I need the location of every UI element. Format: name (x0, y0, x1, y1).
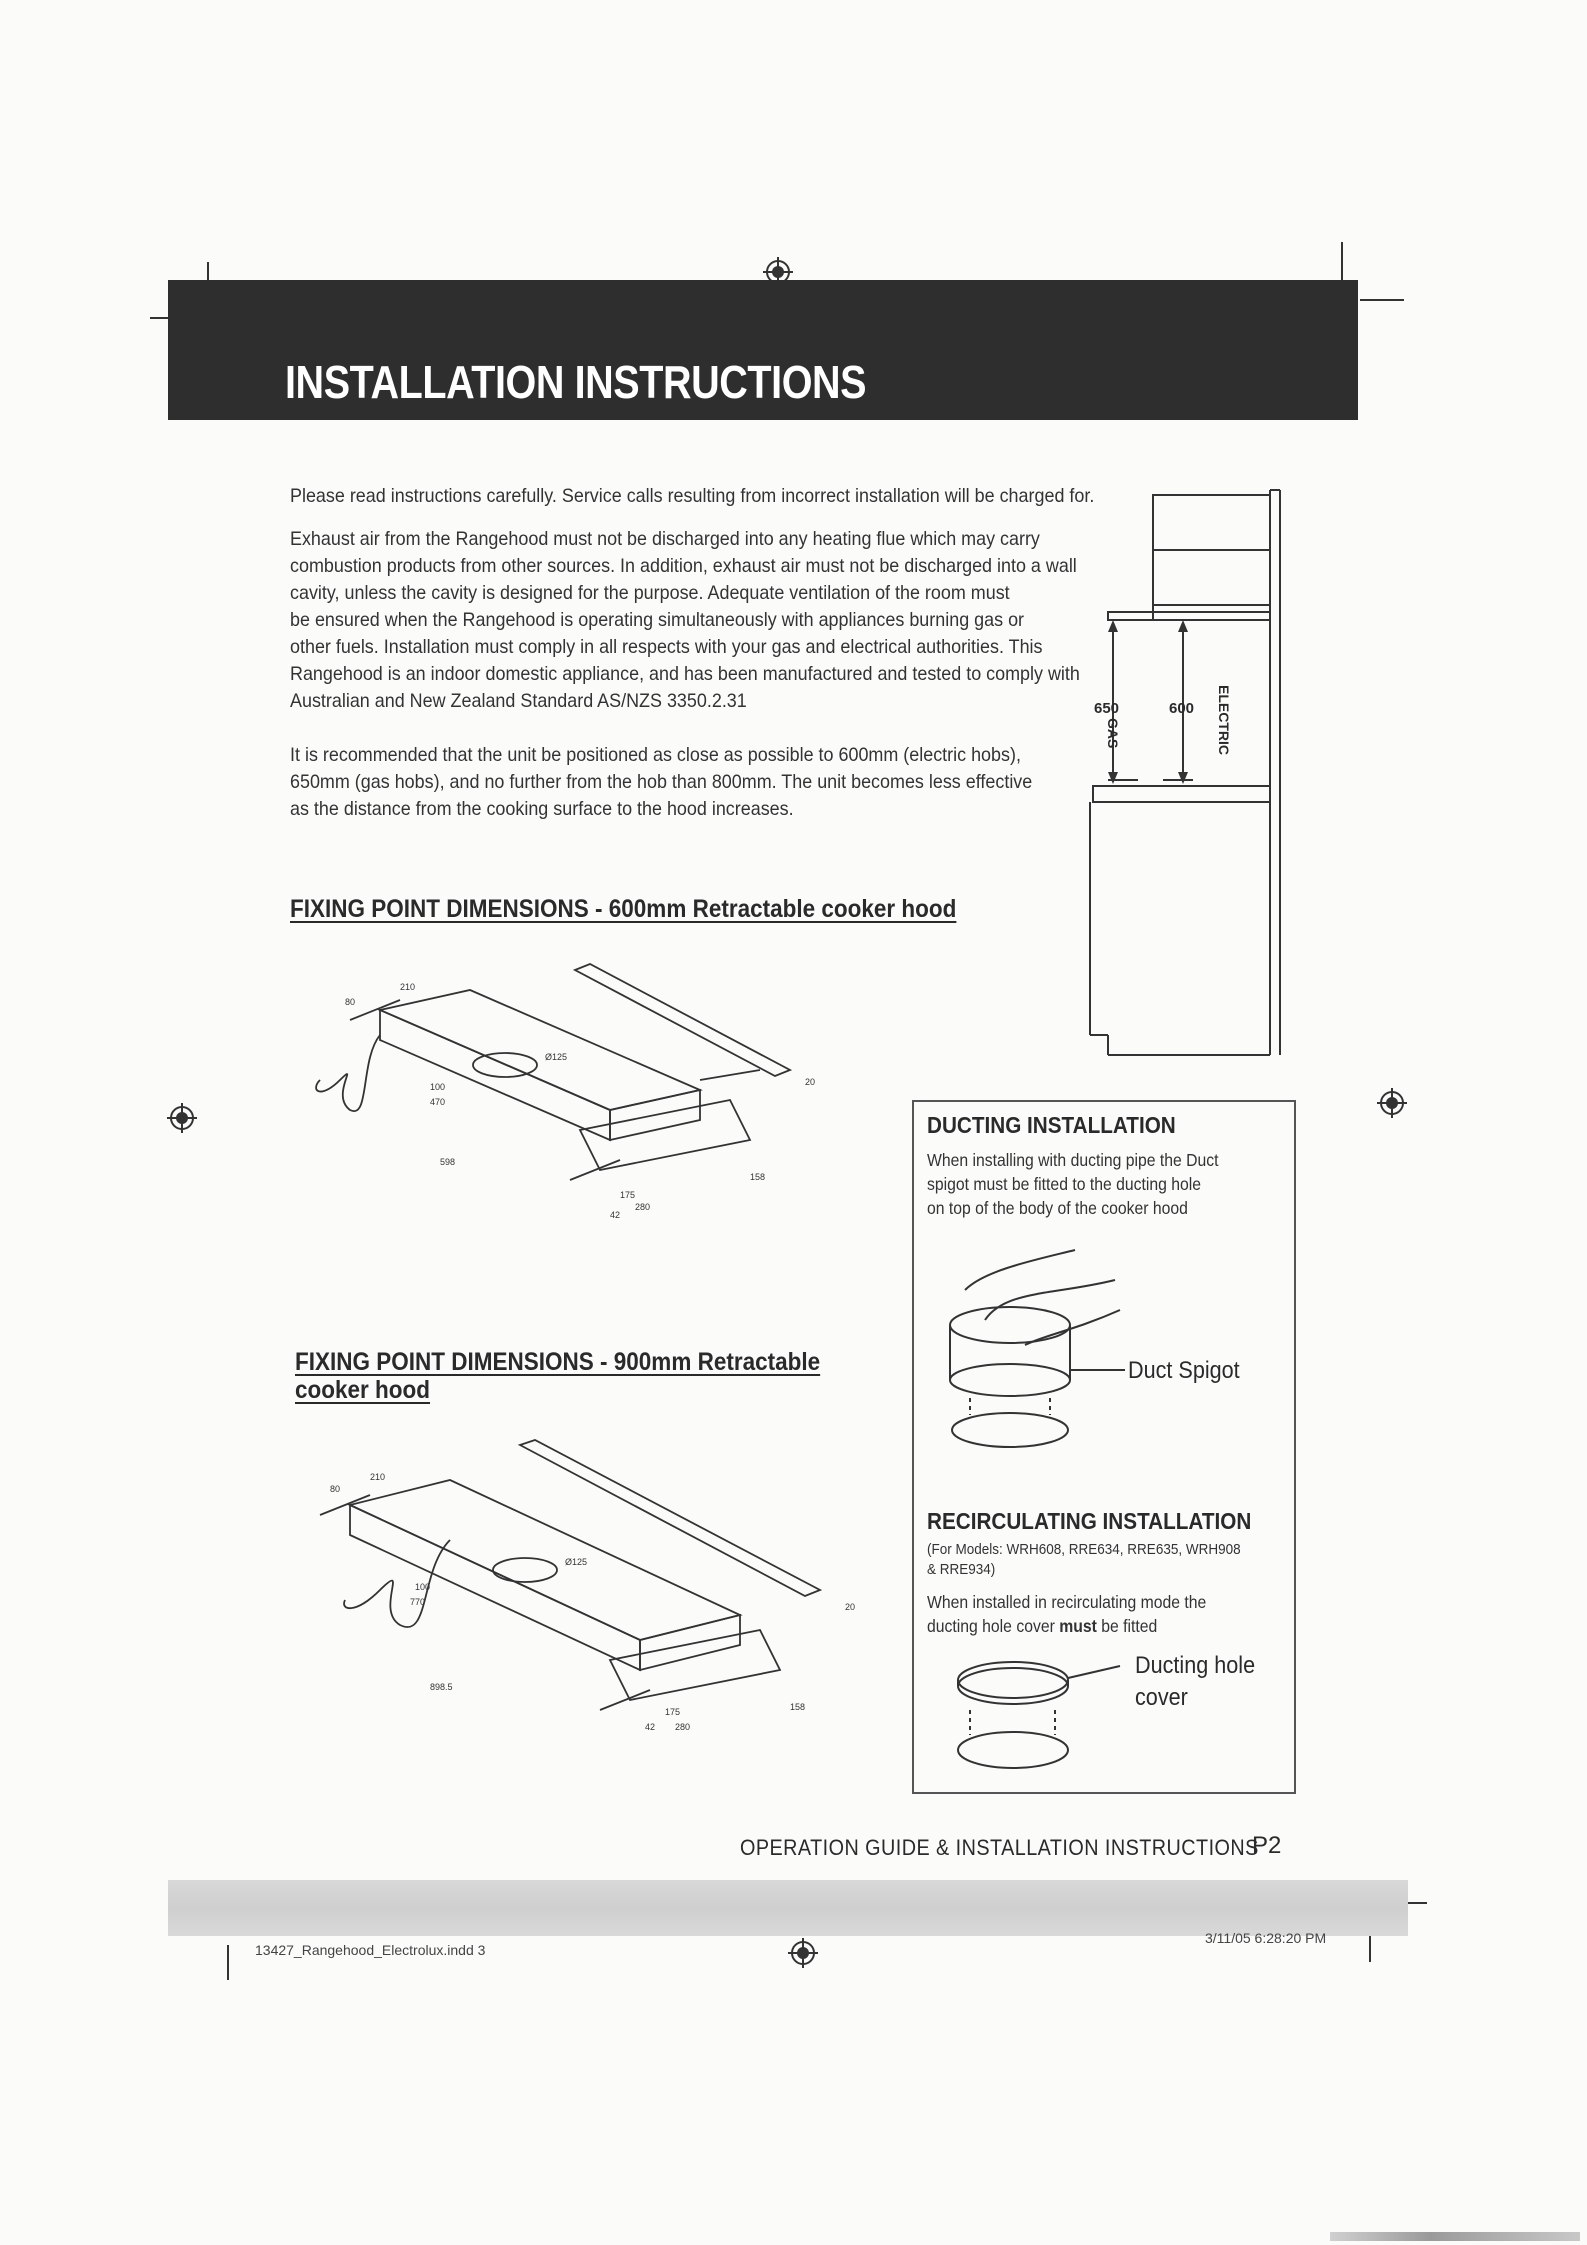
gas-label: GAS (1105, 718, 1121, 749)
file-name: 13427_Rangehood_Electrolux.indd 3 (255, 1942, 486, 1958)
dimension-label: 20 (845, 1602, 856, 1612)
electric-height-value: 600 (1169, 700, 1195, 717)
scan-edge-strip (1330, 2232, 1580, 2241)
dimension-label: 158 (790, 1702, 806, 1712)
gas-height-value: 650 (1094, 700, 1120, 717)
dimension-label: Ø125 (545, 1052, 568, 1062)
dimension-label: 20 (805, 1077, 816, 1087)
intro-paragraph-1: Please read instructions carefully. Service calls resulting from incorrect installation will be charged for. (290, 485, 1095, 507)
dimension-label: 210 (370, 1472, 386, 1482)
recirculating-heading: RECIRCULATING INSTALLATION (927, 1508, 1252, 1534)
duct-spigot-illustration (925, 1250, 1125, 1450)
dimension-label: 175 (620, 1190, 636, 1200)
registration-mark-right (1377, 1088, 1407, 1118)
footer-guide-title: OPERATION GUIDE & INSTALLATION INSTRUCTIONS (740, 1835, 1259, 1860)
page-title: INSTALLATION INSTRUCTIONS (285, 356, 867, 408)
recirculating-text: When installed in recirculating mode the ducting hole cover must be fitted (927, 1592, 1207, 1636)
fixing-600-heading: FIXING POINT DIMENSIONS - 600mm Retractable cooker hood (290, 895, 957, 923)
dimension-label: 470 (430, 1097, 446, 1107)
recirculating-models: (For Models: WRH608, RRE634, RRE635, WRH908 & RRE934) (927, 1541, 1241, 1578)
hood-600-diagram (290, 960, 850, 1220)
dimension-label: 42 (645, 1722, 656, 1732)
hood-height-diagram (1068, 490, 1308, 1060)
dimension-label: 210 (400, 982, 416, 992)
dimension-label: 100 (430, 1082, 446, 1092)
dimension-label: 280 (635, 1202, 651, 1212)
dimension-label: 80 (345, 997, 356, 1007)
duct-spigot-callout: Duct Spigot (1128, 1357, 1240, 1384)
registration-mark-left (167, 1103, 197, 1133)
dimension-label: 175 (665, 1707, 681, 1717)
dimension-label: 770 (410, 1597, 426, 1607)
ducting-text: When installing with ducting pipe the Duct spigot must be fitted to the ducting hole on top of the body of the cooker hood (927, 1150, 1219, 1218)
dimension-label: 598 (440, 1157, 456, 1167)
page-number: P2 (1252, 1832, 1282, 1859)
dimension-label: 158 (750, 1172, 766, 1182)
ducting-heading: DUCTING INSTALLATION (927, 1112, 1176, 1138)
footer-gray-strip (168, 1880, 1408, 1936)
dimension-label: Ø125 (565, 1557, 588, 1567)
hood-900-diagram (300, 1440, 900, 1740)
fixing-900-heading: FIXING POINT DIMENSIONS - 900mm Retractable cooker hood (295, 1348, 821, 1404)
electric-label: ELECTRIC (1216, 685, 1232, 755)
intro-paragraph-3: It is recommended that the unit be positioned as close as possible to 600mm (electric hobs), 650mm (gas hobs), and no further from the hob than 800mm. The unit becomes less effective as the distance from the cooking surface to the hood increases. (290, 744, 1033, 820)
intro-paragraph-2: Exhaust air from the Rangehood must not be discharged into any heating flue which may carry combustion products from other sources. In addition, exhaust air must not be discharged into a wall cavity, unless the cavity is designed for the purpose. Adequate ventilation of the room must be ensured when the Rangehood is operating simultaneously with appliances burning gas or other fuels. Installation must comply in all respects with your gas and electrical authorities. This Rangehood is an indoor domestic appliance, and has been manufactured and tested to comply with Australian and New Zealand Standard AS/NZS 3350.2.31 (290, 528, 1080, 712)
dimension-label: 898.5 (430, 1682, 453, 1692)
print-timestamp: 3/11/05 6:28:20 PM (1205, 1930, 1327, 1946)
dimension-label: 100 (415, 1582, 431, 1592)
dimension-label: 80 (330, 1484, 341, 1494)
dimension-label: 280 (675, 1722, 691, 1732)
ducting-hole-cover-callout: Ducting hole cover (1135, 1652, 1256, 1711)
ducting-hole-cover-illustration (925, 1650, 1145, 1780)
registration-mark-bottom (788, 1938, 818, 1968)
dimension-label: 42 (610, 1210, 621, 1220)
